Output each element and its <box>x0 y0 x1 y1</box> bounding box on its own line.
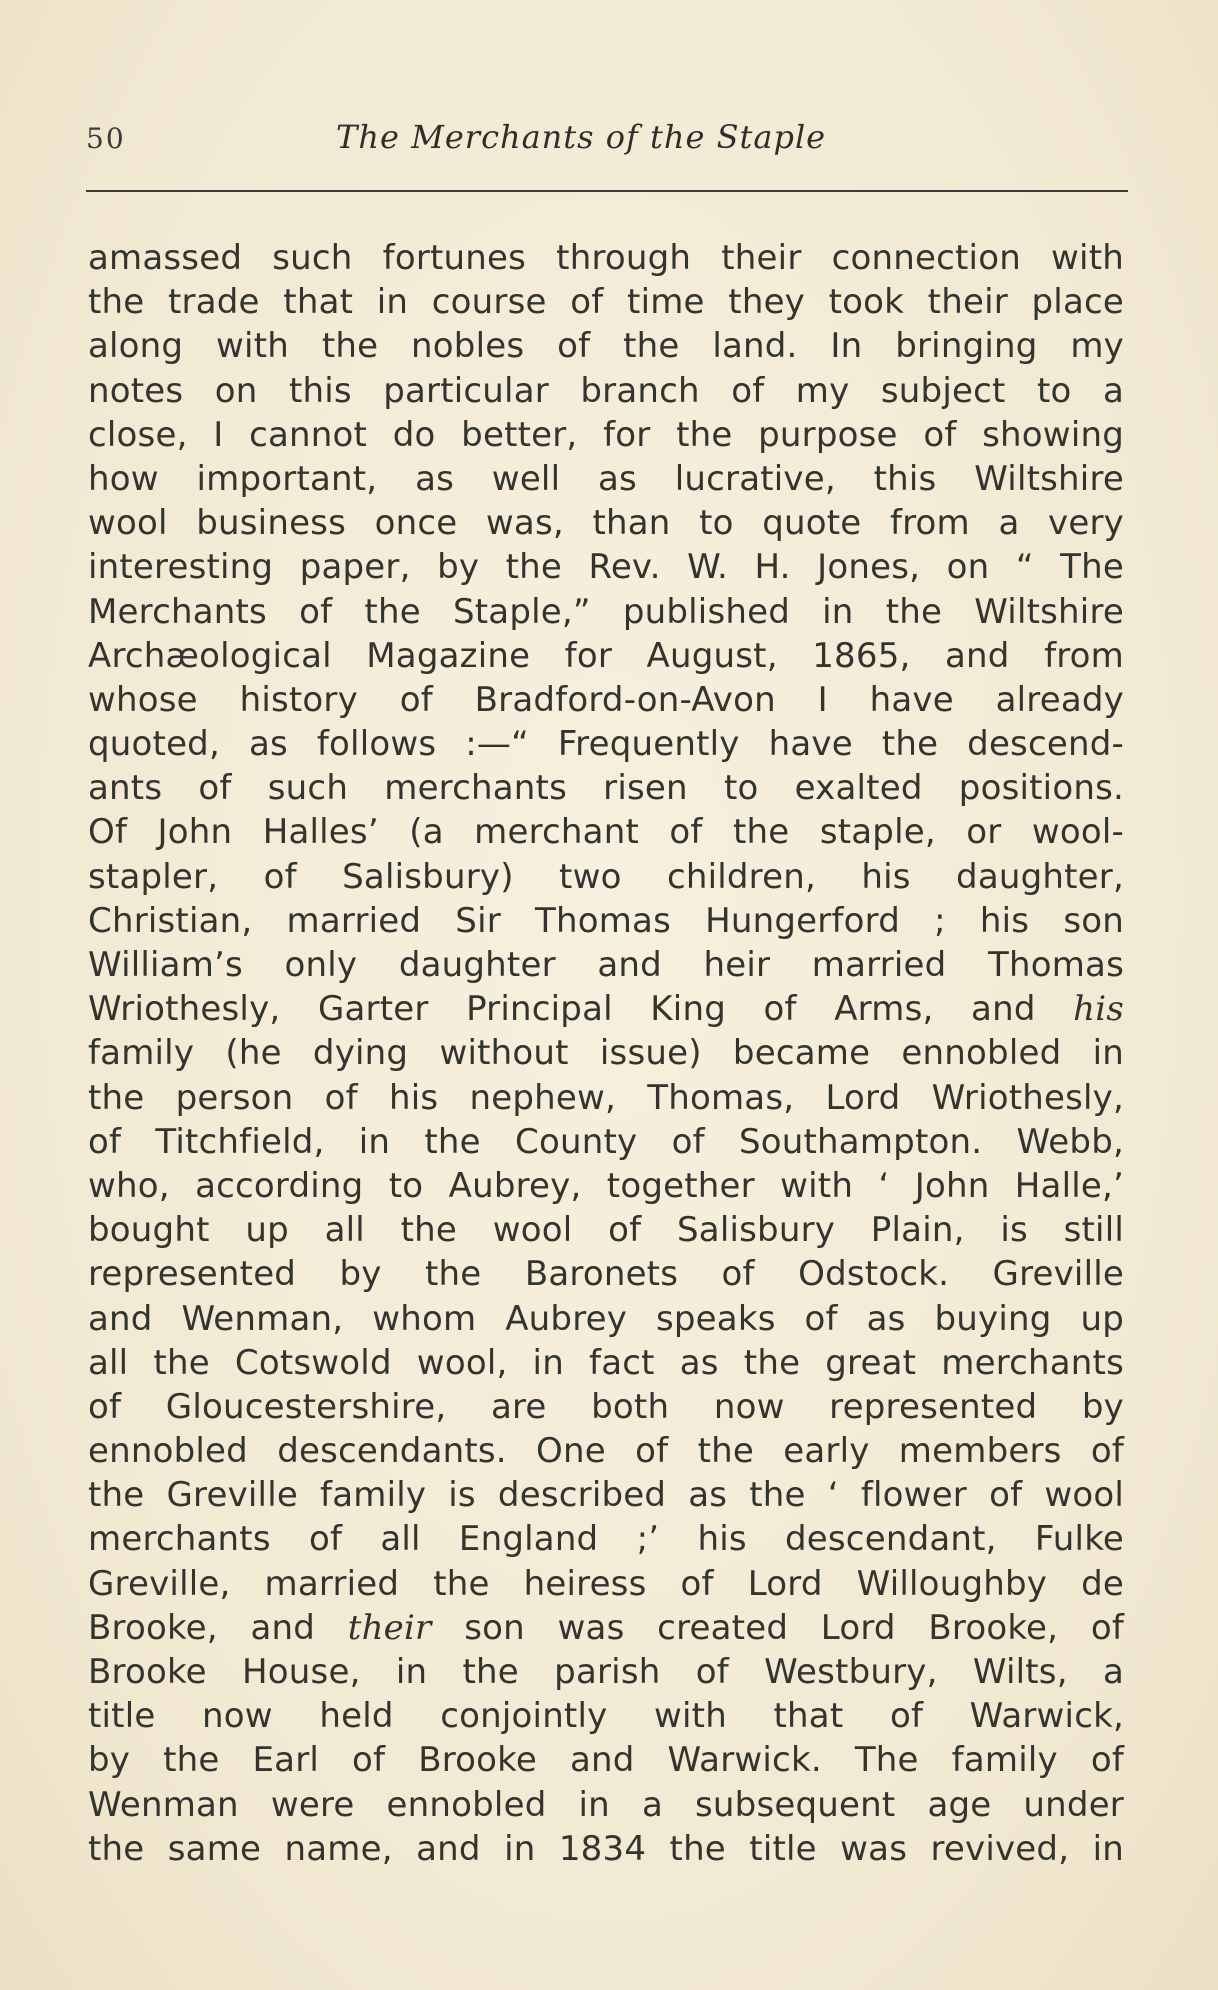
text-segment: Wriothesly, Garter Principal King of Arms, and <box>88 989 1036 1030</box>
text-segment: Brooke, and <box>88 1607 316 1648</box>
text-line: title now held conjointly with that of Warwick, <box>88 1696 1124 1737</box>
text-line: quoted, as follows :—“ Frequently have the descend- <box>88 724 1124 765</box>
text-line: represented by the Baronets of Odstock. Greville <box>88 1254 1124 1295</box>
text-line: the trade that in course of time they took their place <box>88 282 1124 323</box>
running-title: The Merchants of the Staple <box>336 118 827 156</box>
text-line: Christian, married Sir Thomas Hungerford ; his son <box>88 900 1124 941</box>
text-line: and Wenman, whom Aubrey speaks of as buying up <box>88 1298 1124 1339</box>
text-line: interesting paper, by the Rev. W. H. Jones, on “ The <box>88 547 1124 588</box>
text-line: Archæological Magazine for August, 1865, and from <box>88 635 1124 676</box>
text-line: Wenman were ennobled in a subsequent age under <box>88 1784 1124 1825</box>
italic-word: his <box>1073 989 1124 1030</box>
text-line: wool business once was, than to quote from a very <box>88 503 1124 544</box>
text-line: Brooke House, in the parish of Westbury, Wilts, a <box>88 1652 1124 1692</box>
text-line: merchants of all England ;’ his descendant, Fulke <box>88 1519 1124 1560</box>
text-line-with-italic <box>88 1606 1124 1650</box>
text-line: Merchants of the Staple,” published in the Wiltshire <box>88 591 1124 632</box>
text-line: of Titchfield, in the County of Southampton. Webb, <box>88 1121 1124 1162</box>
text-line: along with the nobles of the land. In bringing my <box>88 326 1124 367</box>
text-line: notes on this particular branch of my subject to a <box>88 370 1124 411</box>
text-line: the Greville family is described as the ‘ flower of wool <box>88 1475 1124 1516</box>
text-line: who, according to Aubrey, together with ‘ John Halle,’ <box>88 1165 1124 1206</box>
text-line-with-italic <box>88 987 1124 1031</box>
text-line: whose history of Bradford-on-Avon I have already <box>88 679 1124 720</box>
text-line: how important, as well as lucrative, this Wiltshire <box>88 458 1124 499</box>
text-line: stapler, of Salisbury) two children, his daughter, <box>88 856 1124 897</box>
header-rule <box>86 190 1128 192</box>
text-segment: son was created Lord Brooke, of <box>464 1607 1124 1648</box>
text-line: family (he dying without issue) became ennobled in <box>88 1033 1124 1074</box>
text-line: ants of such merchants risen to exalted positions. <box>88 768 1124 809</box>
text-line: the same name, and in 1834 the title was revived, in <box>88 1828 1124 1869</box>
page-header <box>86 118 1128 170</box>
text-line: all the Cotswold wool, in fact as the great merchants <box>88 1342 1124 1383</box>
text-line: the person of his nephew, Thomas, Lord Wriothesly, <box>88 1077 1124 1118</box>
page-number: 50 <box>86 122 126 155</box>
text-line: William’s only daughter and heir married Thomas <box>88 945 1124 985</box>
text-line: bought up all the wool of Salisbury Plain, is still <box>88 1210 1124 1251</box>
text-line: of Gloucestershire, are both now represented by <box>88 1386 1124 1427</box>
text-line: close, I cannot do better, for the purpose of showing <box>88 414 1124 455</box>
text-line: Greville, married the heiress of Lord Willoughby de <box>88 1563 1124 1604</box>
text-line: Of John Halles’ (a merchant of the staple, or wool- <box>88 812 1124 853</box>
text-line: amassed such fortunes through their connection with <box>88 238 1124 278</box>
body-text <box>88 236 1124 1871</box>
text-line: ennobled descendants. One of the early members of <box>88 1431 1124 1472</box>
text-line: by the Earl of Brooke and Warwick. The family of <box>88 1740 1124 1781</box>
italic-word: their <box>347 1607 432 1648</box>
